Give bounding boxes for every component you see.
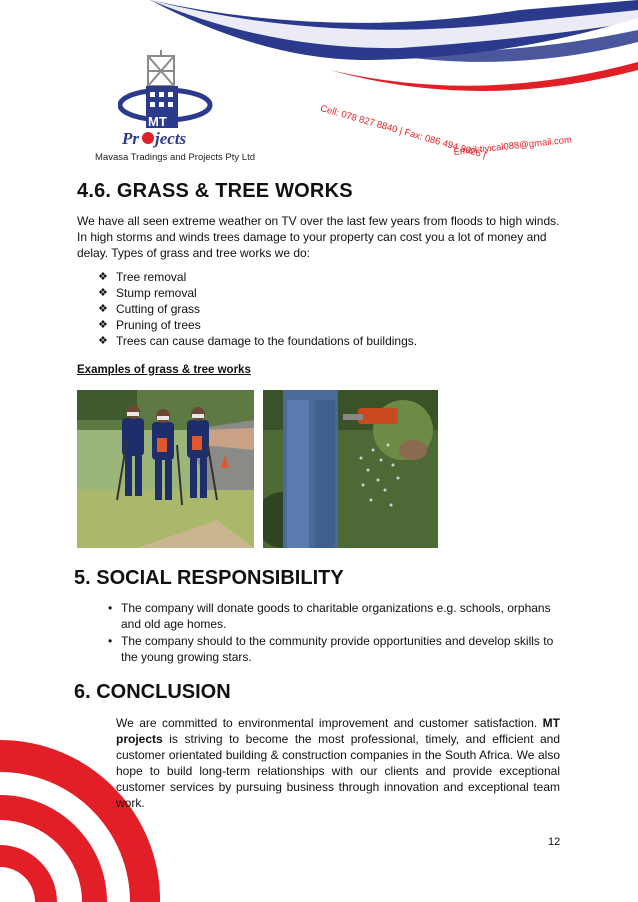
list-item: ❖ Tree removal <box>98 270 187 284</box>
dot-bullet-icon: • <box>108 601 113 615</box>
svg-text:Pr: Pr <box>122 129 139 148</box>
company-name-bold: MT projects <box>116 716 560 746</box>
list-item: • The company should to the community provide opportunities and develop skills to the young growing stars. <box>108 634 554 664</box>
list-item: ❖ Pruning of trees <box>98 318 201 332</box>
page-number: 12 <box>548 836 561 848</box>
grass-works-list <box>98 269 417 349</box>
svg-text:MT: MT <box>148 114 167 129</box>
list-item: ❖ Stump removal <box>98 286 197 300</box>
company-logo <box>118 48 213 150</box>
list-item: ❖ Trees can cause damage to the foundations of buildings. <box>98 334 418 348</box>
examples-label: Examples of grass & tree works <box>77 364 251 376</box>
dot-bullet-icon: • <box>108 634 113 648</box>
diamond-bullet-icon: ❖ <box>98 319 108 331</box>
conclusion-paragraph: We are committed to environmental improvement and customer satisfaction. MT projects is striving to become the most professional, timely, and efficient and customer orientated building & construction companies in the South Africa. We also hope to build long-term relationships with our clients and provide exceptional customer services by pursuing business through innovation and exceptional team work. <box>116 716 560 810</box>
list-item: ❖ Cutting of grass <box>98 302 201 316</box>
section-heading-conclusion: 6. CONCLUSION <box>74 681 231 703</box>
photo-tree-cutting <box>263 390 438 548</box>
diamond-bullet-icon: ❖ <box>98 271 108 283</box>
diamond-bullet-icon: ❖ <box>98 335 108 347</box>
social-responsibility-list <box>108 600 558 666</box>
email-line: Email:tiyical088@gmail.com <box>453 134 573 158</box>
photo-grass-workers <box>77 390 254 548</box>
diamond-bullet-icon: ❖ <box>98 287 108 299</box>
section-heading-social-responsibility: 5. SOCIAL RESPONSIBILITY <box>74 567 344 589</box>
list-item: • The company will donate goods to charitable organizations e.g. schools, orphans and old age homes. <box>108 601 551 631</box>
grass-intro-paragraph: We have all seen extreme weather on TV over the last few years from floods to high winds. In high storms and winds trees damage to your property can cost you a lot of money and delay. Types of grass and tree works we do: <box>77 214 560 260</box>
company-name: Mavasa Tradings and Projects Pty Ltd <box>95 152 255 163</box>
diamond-bullet-icon: ❖ <box>98 303 108 315</box>
section-heading-grass-tree-works: 4.6. GRASS & TREE WORKS <box>77 180 353 202</box>
contact-line: Cell: 078 827 8840 | Fax: 086 494 8926 | <box>318 103 488 161</box>
header-swoosh <box>0 0 638 110</box>
svg-text:jects: jects <box>155 129 187 148</box>
